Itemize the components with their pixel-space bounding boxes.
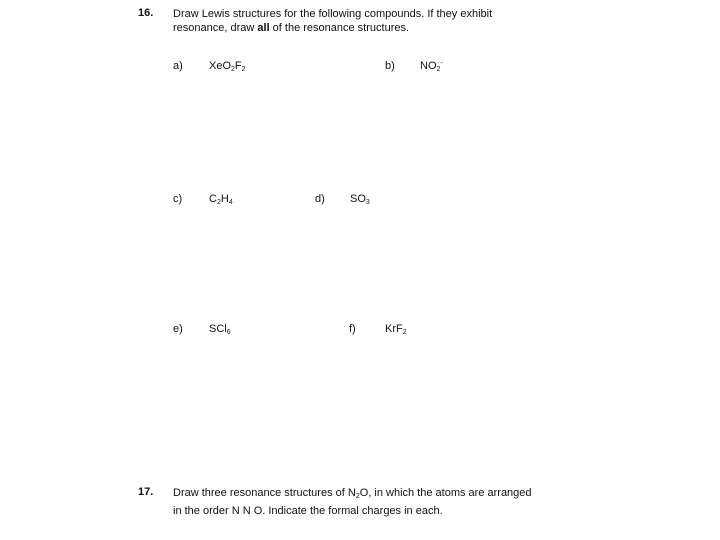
item-e-label: e) — [173, 323, 183, 335]
formula-element: NO — [420, 60, 437, 72]
item-d-formula — [350, 193, 370, 206]
item-a-formula — [209, 60, 246, 73]
formula-element: F — [234, 60, 242, 72]
question-16-line-1: Draw Lewis structures for the following compounds. If they exhibit — [173, 8, 493, 20]
item-b-label: b) — [385, 60, 395, 72]
question-17-subscript: 2 — [355, 493, 360, 500]
item-e-formula — [209, 323, 231, 336]
question-16-text — [173, 7, 492, 35]
formula-subscript: 4 — [228, 199, 233, 206]
formula-subscript: 2 — [436, 66, 441, 73]
item-b-formula — [420, 60, 443, 73]
item-d-label: d) — [315, 193, 325, 205]
formula-element: XeO — [209, 60, 232, 72]
formula-subscript: 3 — [365, 199, 370, 206]
formula-element: H — [220, 193, 229, 205]
question-17-line-1-end: O, in which the atoms are arranged — [359, 487, 532, 499]
question-16-line-2 — [173, 21, 492, 35]
question-16-line-2-start: resonance, draw — [173, 22, 258, 34]
formula-subscript: 6 — [226, 329, 231, 336]
question-16-number: 16. — [138, 7, 154, 19]
question-17-text — [173, 486, 532, 518]
question-17-line-1 — [173, 486, 532, 504]
formula-element: SCl — [209, 323, 227, 335]
question-16-emphasis-all: all — [257, 22, 270, 34]
question-17-number: 17. — [138, 486, 154, 498]
question-16-line-2-end: of the resonance structures. — [269, 22, 410, 34]
formula-element: SO — [350, 193, 366, 205]
formula-subscript: 2 — [216, 199, 221, 206]
item-a-label: a) — [173, 60, 183, 72]
item-c-formula — [209, 193, 233, 206]
formula-charge: - — [440, 60, 443, 67]
formula-element: C — [209, 193, 217, 205]
item-f-formula — [385, 323, 407, 336]
formula-subscript: 2 — [231, 66, 235, 73]
formula-subscript: 2 — [241, 66, 246, 73]
question-17-line-1-start: Draw three resonance structures of N — [173, 487, 356, 499]
item-f-label: f) — [349, 323, 356, 335]
question-17-line-2: in the order N N O. Indicate the formal charges in each. — [173, 505, 443, 517]
formula-element: KrF — [385, 323, 403, 335]
item-c-label: c) — [173, 193, 183, 205]
formula-subscript: 2 — [402, 329, 407, 336]
